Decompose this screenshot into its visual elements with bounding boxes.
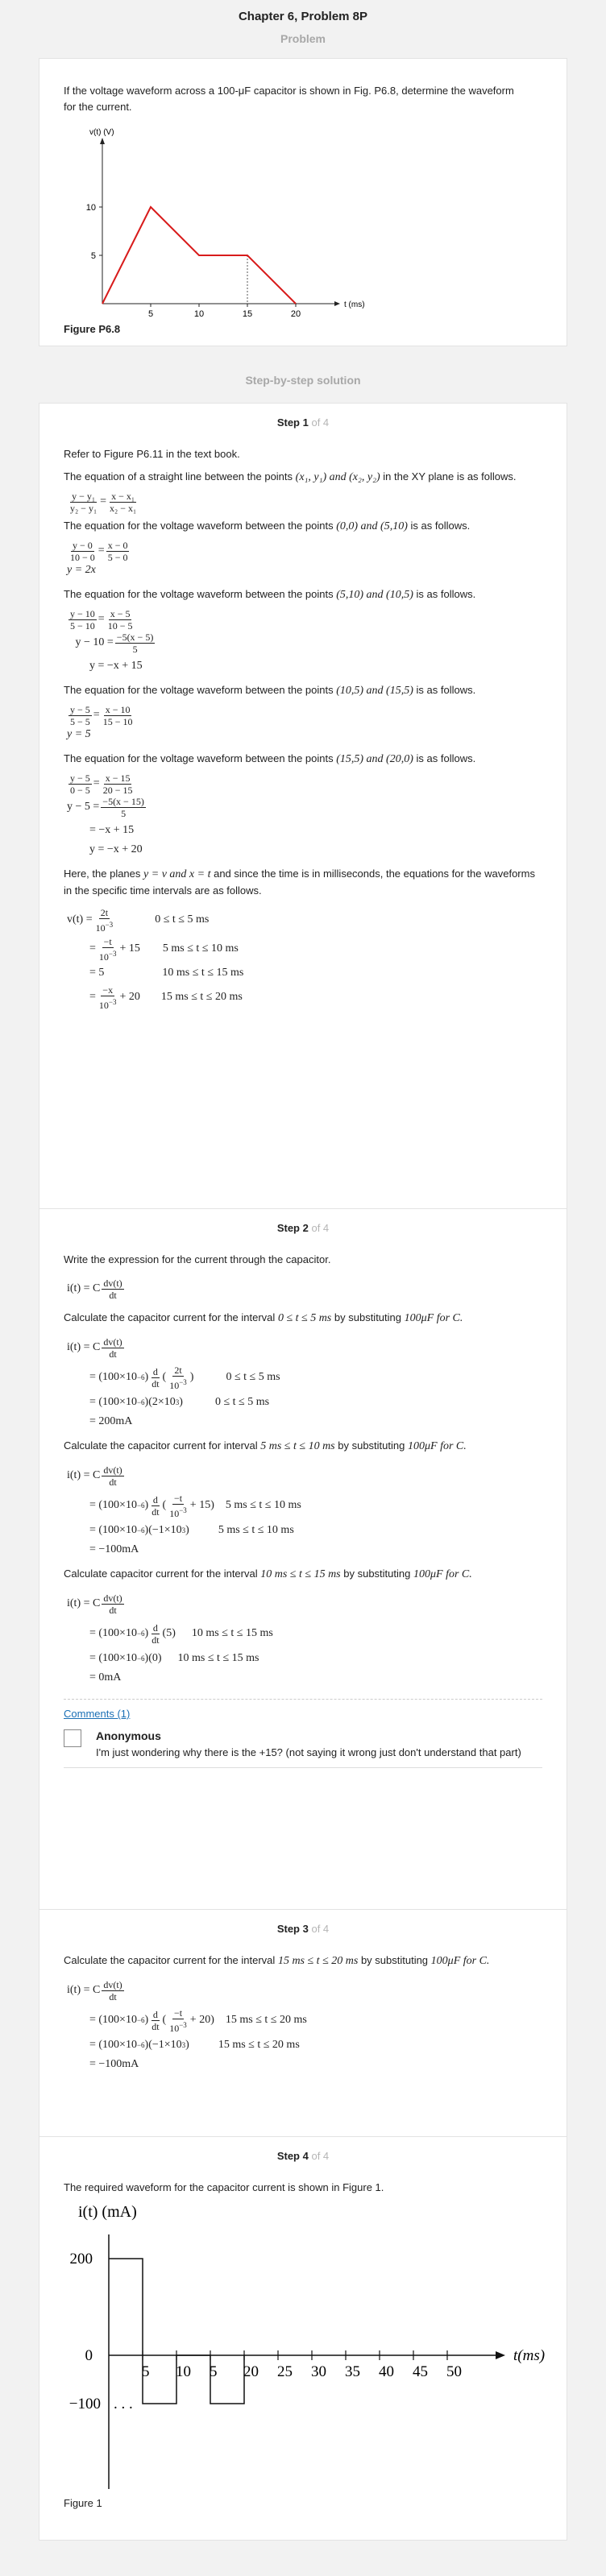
step-4 [39, 2137, 567, 2540]
y-tick-label: −100 [68, 2396, 101, 2412]
equation: $\frac{\text{y − y₁}}{\text{y₂ − y₁}}$ = $\frac{\text{x − x₁}}{\text{x₂ − x₁}}$ [70, 490, 137, 514]
x-tick-label: 5 [147, 309, 154, 318]
x-tick-label: 20 [290, 309, 301, 318]
current-series-line [109, 2259, 244, 2404]
x-tick-label: 40 [379, 2363, 394, 2380]
step-text: The equation for the voltage waveform between the points (5,10) and (10,5) is as follows. [64, 588, 476, 601]
step-text: Refer to Figure P6.11 in the text book. [64, 448, 240, 460]
figure-caption: Figure 1 [64, 2497, 102, 2509]
step-1 [39, 404, 567, 1209]
y-axis-arrow [100, 138, 105, 144]
x-tick-label: 5 [210, 2363, 218, 2380]
comment-text: I'm just wondering why there is the +15? (not saying it wrong just don't understand that part) [96, 1746, 521, 1758]
equation: $\frac{y - 10}{5 - 10}$ = $\frac{x - 5}{10 - 5}$ y − 10 = $\frac{-5(x - 5)}{5}$ y = −x + 15 [67, 607, 154, 672]
y-axis-label: i(t) (mA) [78, 2203, 137, 2221]
divider [64, 1767, 542, 1768]
x-axis-arrow [496, 2351, 505, 2359]
equation: $\frac{y - 5}{5 - 5}$ = $\frac{x - 10}{15 - 10}$ y = 5 [67, 703, 133, 740]
step-text: Here, the planes y = v and x = t and since the time is in milliseconds, the equations for the waveforms in the specific time intervals are as follows. [64, 868, 535, 897]
y-tick-label: 200 [69, 2251, 93, 2267]
step-text: Calculate the capacitor current for the interval 15 ms ≤ t ≤ 20 ms by substituting 100μF for C. [64, 1954, 490, 1967]
equation: $\frac{y - 5}{0 - 5}$ = $\frac{x - 15}{20 - 15}$ y − 5 = $\frac{-5(x - 15)}{5}$ = −x + 15 y = −x + 20 [67, 772, 144, 855]
x-tick-label: 45 [413, 2363, 428, 2380]
step-title: Step 1 of 4 [276, 416, 330, 429]
x-tick-label: 35 [345, 2363, 360, 2380]
step-text: Calculate the capacitor current for the interval 0 ≤ t ≤ 5 ms by substituting 100μF for C. [64, 1311, 463, 1324]
x-tick-label: 30 [311, 2363, 326, 2380]
x-tick-label: 5 [142, 2363, 150, 2380]
step-text: Calculate capacitor current for the interval 10 ms ≤ t ≤ 15 ms by substituting 100μF for C. [64, 1568, 472, 1580]
y-axis-label: v(t) (V) [89, 128, 114, 137]
x-tick-label: 15 [242, 309, 253, 318]
step-title: Step 2 of 4 [276, 1222, 330, 1234]
step-text: The equation of a straight line between the points (x₁, y₁) and (x₂, y₂) in the XY plane is as follows. [64, 470, 517, 483]
equation: i(t) = C $\frac{dv(t)}{dt}$ = (100×10 −6 ) $\frac{d}{dt}$ ( $\frac{2t}{10^{-3}}$ ) 0 ≤ t ≤ 5 ms = (100×10 −6 )(2×10 3 ) 0 ≤ t ≤ 5 ms = 200mA [67, 1336, 280, 1427]
equation: i(t) = C $\frac{dv(t)}{dt}$ [67, 1277, 122, 1301]
step-title: Step 4 of 4 [276, 2150, 330, 2162]
equation: i(t) = C $\frac{dv(t)}{dt}$ = (100×10 −6 ) $\frac{d}{dt}$ ( $\frac{-t}{10^{-3}}$ + 20) 15 ms ≤ t ≤ 20 ms = (100×10 −6 )(−1×10 3 ) 15 ms ≤ t ≤ 20 ms = −100mA [67, 1978, 307, 2070]
step-text: The required waveform for the capacitor current is shown in Figure 1. [64, 2181, 384, 2193]
x-tick-label: 50 [446, 2363, 462, 2380]
y-tick-label: 10 [85, 203, 96, 213]
equation: i(t) = C $\frac{dv(t)}{dt}$ = (100×10 −6 ) $\frac{d}{dt}$ (5) 10 ms ≤ t ≤ 15 ms = (100×10 −6 )(0) 10 ms ≤ t ≤ 15 ms = 0mA [67, 1592, 273, 1684]
step-3 [39, 1910, 567, 2137]
equation: i(t) = C $\frac{dv(t)}{dt}$ = (100×10 −6 ) $\frac{d}{dt}$ ( $\frac{-t}{10^{-3}}$ + 15) 5 ms ≤ t ≤ 10 ms = (100×10 −6 )(−1×10 3 ) 5 ms ≤ t ≤ 10 ms = −100mA [67, 1464, 301, 1555]
x-axis-arrow [334, 301, 340, 306]
voltage-waveform-figure [64, 117, 386, 318]
solution-container [39, 403, 567, 2541]
comment-checkbox[interactable] [64, 1729, 81, 1747]
step-text: The equation for the voltage waveform between the points (10,5) and (15,5) is as follows. [64, 684, 476, 697]
step-text: Calculate the capacitor current for interval 5 ms ≤ t ≤ 10 ms by substituting 100μF for C. [64, 1439, 467, 1452]
equation: $\frac{y - 0}{10 - 0}$ = $\frac{x - 0}{5 - 0}$ y = 2x [67, 539, 128, 576]
x-tick-label: 10 [193, 309, 205, 318]
step-2 [39, 1209, 567, 1910]
x-axis-label: t (ms) [344, 300, 365, 309]
figure-caption: Figure P6.8 [64, 323, 121, 335]
comments-link[interactable]: Comments (1) [64, 1708, 131, 1720]
comment-author: Anonymous [96, 1729, 161, 1742]
equation: v(t) = $\frac{2t}{10^{-3}}$ 0 ≤ t ≤ 5 ms = $\frac{-t}{10^{-3}}$ + 15 5 ms ≤ t ≤ 10 ms = 5 10 ms ≤ t ≤ 15 ms = $\frac{-x}{10^{-3}}$ + 20 15 ms ≤ t ≤ 20 ms [67, 906, 244, 1011]
y-tick-label: 0 [85, 2347, 93, 2364]
continuation-dots: . . . [114, 2396, 133, 2412]
current-waveform-figure [64, 2202, 547, 2492]
step-text: Write the expression for the current through the capacitor. [64, 1253, 331, 1265]
problem-text: If the voltage waveform across a 100-μF capacitor is shown in Fig. P6.8, determine the waveform for the current. [64, 85, 514, 113]
x-tick-label: 20 [243, 2363, 259, 2380]
problem-card [39, 58, 567, 346]
page-title: Chapter 6, Problem 8P [238, 10, 368, 23]
solution-heading: Step-by-step solution [245, 374, 361, 387]
step-text: The equation for the voltage waveform between the points (0,0) and (5,10) is as follows. [64, 520, 471, 532]
step-title: Step 3 of 4 [276, 1923, 330, 1935]
x-axis-label: t(ms) [513, 2347, 546, 2364]
problem-heading: Problem [280, 32, 326, 45]
voltage-series-line [102, 207, 296, 304]
y-tick-label: 5 [90, 251, 96, 261]
comments-section [64, 1699, 542, 1768]
step-text: The equation for the voltage waveform between the points (15,5) and (20,0) is as follows. [64, 752, 476, 765]
x-tick-label: 10 [176, 2363, 191, 2380]
x-tick-label: 25 [277, 2363, 293, 2380]
comment [64, 1729, 542, 1759]
